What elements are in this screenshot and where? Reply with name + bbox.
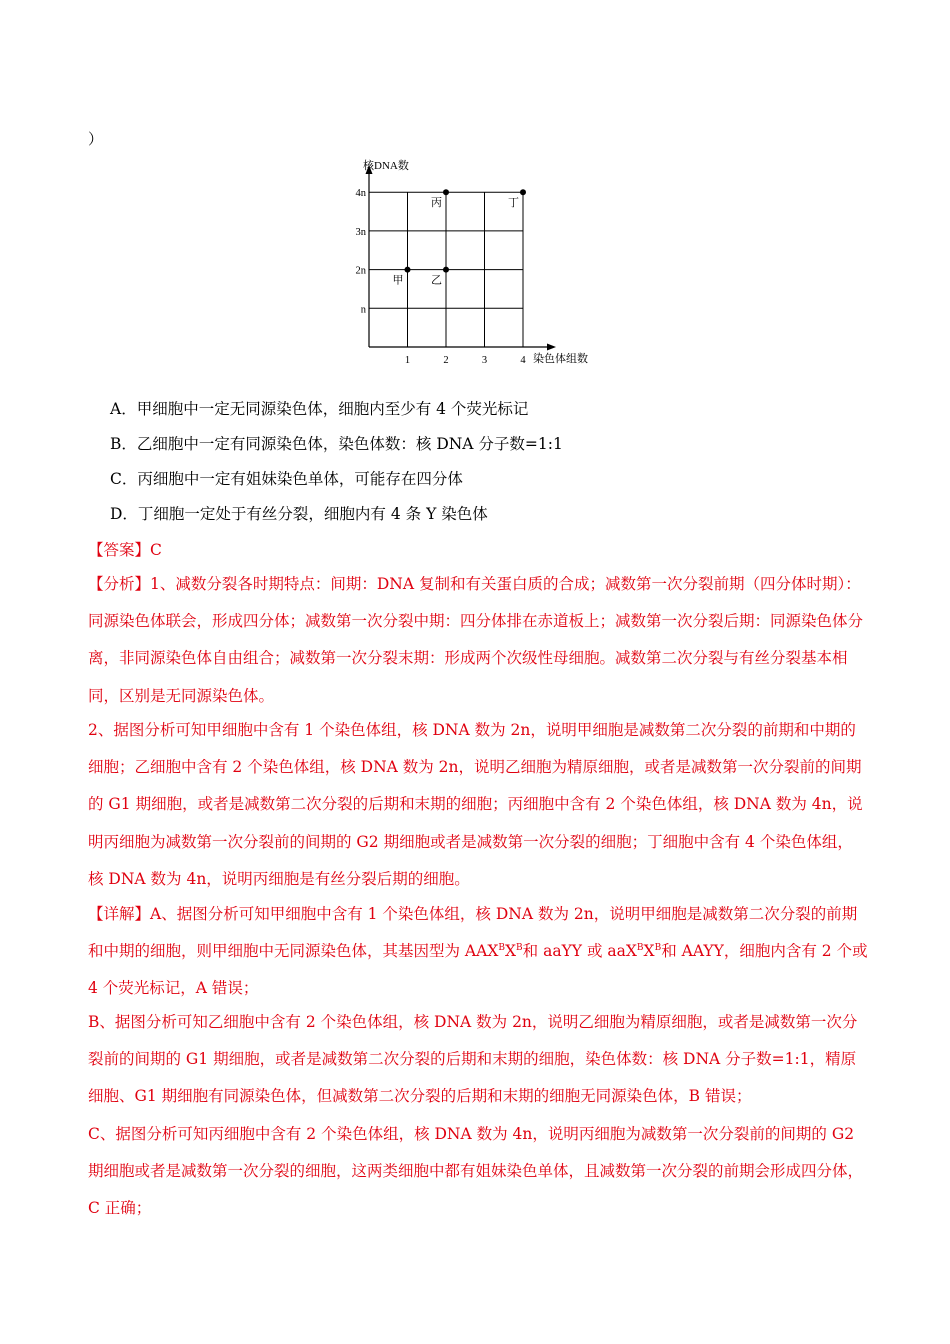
y-tick-label: 4n — [355, 188, 366, 200]
data-point — [443, 189, 449, 195]
answer-options — [110, 392, 563, 532]
data-point-label: 丁 — [508, 197, 519, 210]
y-axis-label: 核DNA数 — [363, 160, 409, 172]
x-axis-label: 染色体组数 — [533, 353, 588, 365]
detail-a-sup-2: B — [516, 943, 523, 954]
y-tick-label: n — [360, 304, 366, 316]
closing-parenthesis: ） — [88, 130, 104, 148]
detail-a-sup-3: B — [636, 943, 644, 954]
x-tick-label: 4 — [520, 355, 526, 366]
x-tick-label: 1 — [404, 355, 411, 366]
option-a: A．甲细胞中一定无同源染色体，细胞内至少有 4 个荧光标记 — [110, 400, 529, 418]
detail-a-sup-1: B — [498, 943, 505, 954]
detail-option-a — [88, 896, 868, 1008]
detail-a-text-5: 和 AAYY，细胞内含有 2 个或 4 个荧光标记，A 错误； — [88, 942, 868, 998]
detail-a-text-2: X — [504, 942, 517, 961]
data-point-label: 丙 — [431, 197, 442, 210]
data-point-label: 乙 — [431, 274, 442, 287]
detail-option-c: C、据图分析可知丙细胞中含有 2 个染色体组，核 DNA 数为 4n，说明丙细胞为减数第一次分裂前的间期的 G2 期细胞或者是减数第一次分裂的细胞，这两类细胞中都有姐妹染色单体，且减数第一次分裂的前期会形成四分体，C 正确； — [88, 1125, 864, 1218]
option-d: D．丁细胞一定处于有丝分裂，细胞内有 4 条 Y 染色体 — [110, 505, 488, 523]
analysis-part-1: 【分析】1、减数分裂各时期特点：间期：DNA 复制和有关蛋白质的合成；减数第一次分裂前期（四分体时期）：同源染色体联会，形成四分体；减数第一次分裂中期：四分体排在赤道板上；减数第一次分裂后期：同源染色体分离，非同源染色体自由组合；减数第一次分裂末期：形成两个次级性母细胞。减数第二次分裂与有丝分裂基本相同，区别是无同源染色体。 — [88, 575, 864, 705]
x-tick-label: 2 — [443, 355, 449, 366]
chart-axes — [366, 165, 557, 351]
detail-a-text-3: 和 aaYY 或 aaX — [522, 942, 637, 961]
detail-a-text-4: X — [643, 942, 655, 961]
data-point — [443, 267, 449, 273]
x-tick-label: 3 — [481, 355, 488, 366]
detail-a-text-1: 【详解】A、据图分析可知甲细胞中含有 1 个染色体组，核 DNA 数为 2n，说明甲细胞是减数第二次分裂的前期和中期的细胞，则甲细胞中无同源染色体，其基因型为 AAX — [88, 905, 858, 961]
answer-line: 【答案】C — [88, 541, 162, 559]
analysis-part-2: 2、据图分析可知甲细胞中含有 1 个染色体组，核 DNA 数为 2n，说明甲细胞是减数第二次分裂的前期和中期的细胞；乙细胞中含有 2 个染色体组，核 DNA 数为 2n，说明乙细胞为精原细胞，或者是减数第一次分裂前的间期的 G1 期细胞，或者是减数第二次分裂的后期和末期的细胞；丙细胞中含有 2 个染色体组，核 DNA 数为 4n，说明丙细胞为减数第一次分裂前的间期的 G2 期细胞或者是减数第一次分裂的细胞；丁细胞中含有 4 个染色体组，核 DNA 数为 4n，说明丙细胞是有丝分裂后期的细胞。 — [88, 721, 863, 888]
chart-points — [393, 189, 527, 286]
x-axis-arrow — [547, 344, 556, 351]
y-tick-label: 3n — [355, 226, 366, 238]
dna-chromosome-chart — [345, 152, 605, 372]
data-point — [520, 189, 526, 195]
data-point — [405, 267, 411, 273]
data-point-label: 甲 — [392, 274, 404, 287]
y-tick-label: 2n — [355, 265, 366, 277]
detail-option-b: B、据图分析可知乙细胞中含有 2 个染色体组，核 DNA 数为 2n，说明乙细胞为精原细胞，或者是减数第一次分裂前的间期的 G1 期细胞，或者是减数第二次分裂的后期和末期的细胞，染色体数：核 DNA 分子数=1:1，精原细胞、G1 期细胞有同源染色体，但减数第二次分裂的后期和末期的细胞无同源染色体，B 错误； — [88, 1013, 858, 1106]
detail-a-sup-4: B — [654, 943, 662, 954]
option-c: C．丙细胞中一定有姐妹染色单体，可能存在四分体 — [110, 470, 463, 488]
option-b: B．乙细胞中一定有同源染色体，染色体数：核 DNA 分子数=1:1 — [110, 435, 563, 453]
